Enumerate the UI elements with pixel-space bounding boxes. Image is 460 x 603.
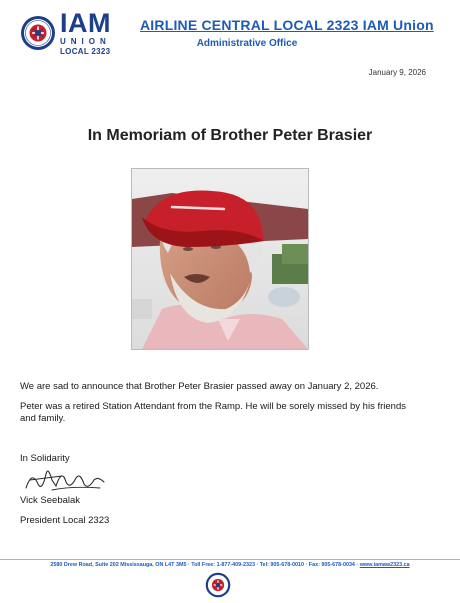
signer-title: President Local 2323 (20, 515, 110, 526)
letterhead-title: AIRLINE CENTRAL LOCAL 2323 IAM Union (140, 17, 434, 33)
logo-union-text: UNION (60, 37, 111, 46)
letter-date: January 9, 2026 (368, 68, 426, 77)
handwritten-signature (22, 462, 112, 496)
footer-address: 2580 Drew Road, Suite 202 Mississauga, ON L4T 3M5 · Toll Free: 1-877-409-2323 · Tel: 905-678-0010 · Fax: 905-678-0034 · (50, 562, 360, 568)
iam-seal-icon (20, 15, 56, 51)
footer-contact (0, 562, 460, 568)
logo-iam-text: IAM (60, 8, 111, 38)
footer-website-link[interactable]: www.iamaw2323.ca (359, 562, 410, 568)
footer-divider (0, 559, 460, 560)
iam-logo (60, 8, 122, 56)
signer-name: Vick Seebalak (20, 495, 81, 506)
iam-seal-footer-icon (205, 572, 231, 598)
tribute-paragraph: Peter was a retired Station Attendant from the Ramp. He will be sorely missed by his friends and family. (20, 401, 406, 424)
announcement-paragraph: We are sad to announce that Brother Peter Brasier passed away on January 2, 2026. (20, 381, 379, 392)
portrait-photo (131, 168, 309, 350)
logo-local-text: LOCAL 2323 (60, 47, 111, 56)
memoriam-heading: In Memoriam of Brother Peter Brasier (87, 127, 373, 144)
closing-line: In Solidarity (20, 453, 70, 464)
letterhead-subtitle: Administrative Office (196, 38, 298, 49)
